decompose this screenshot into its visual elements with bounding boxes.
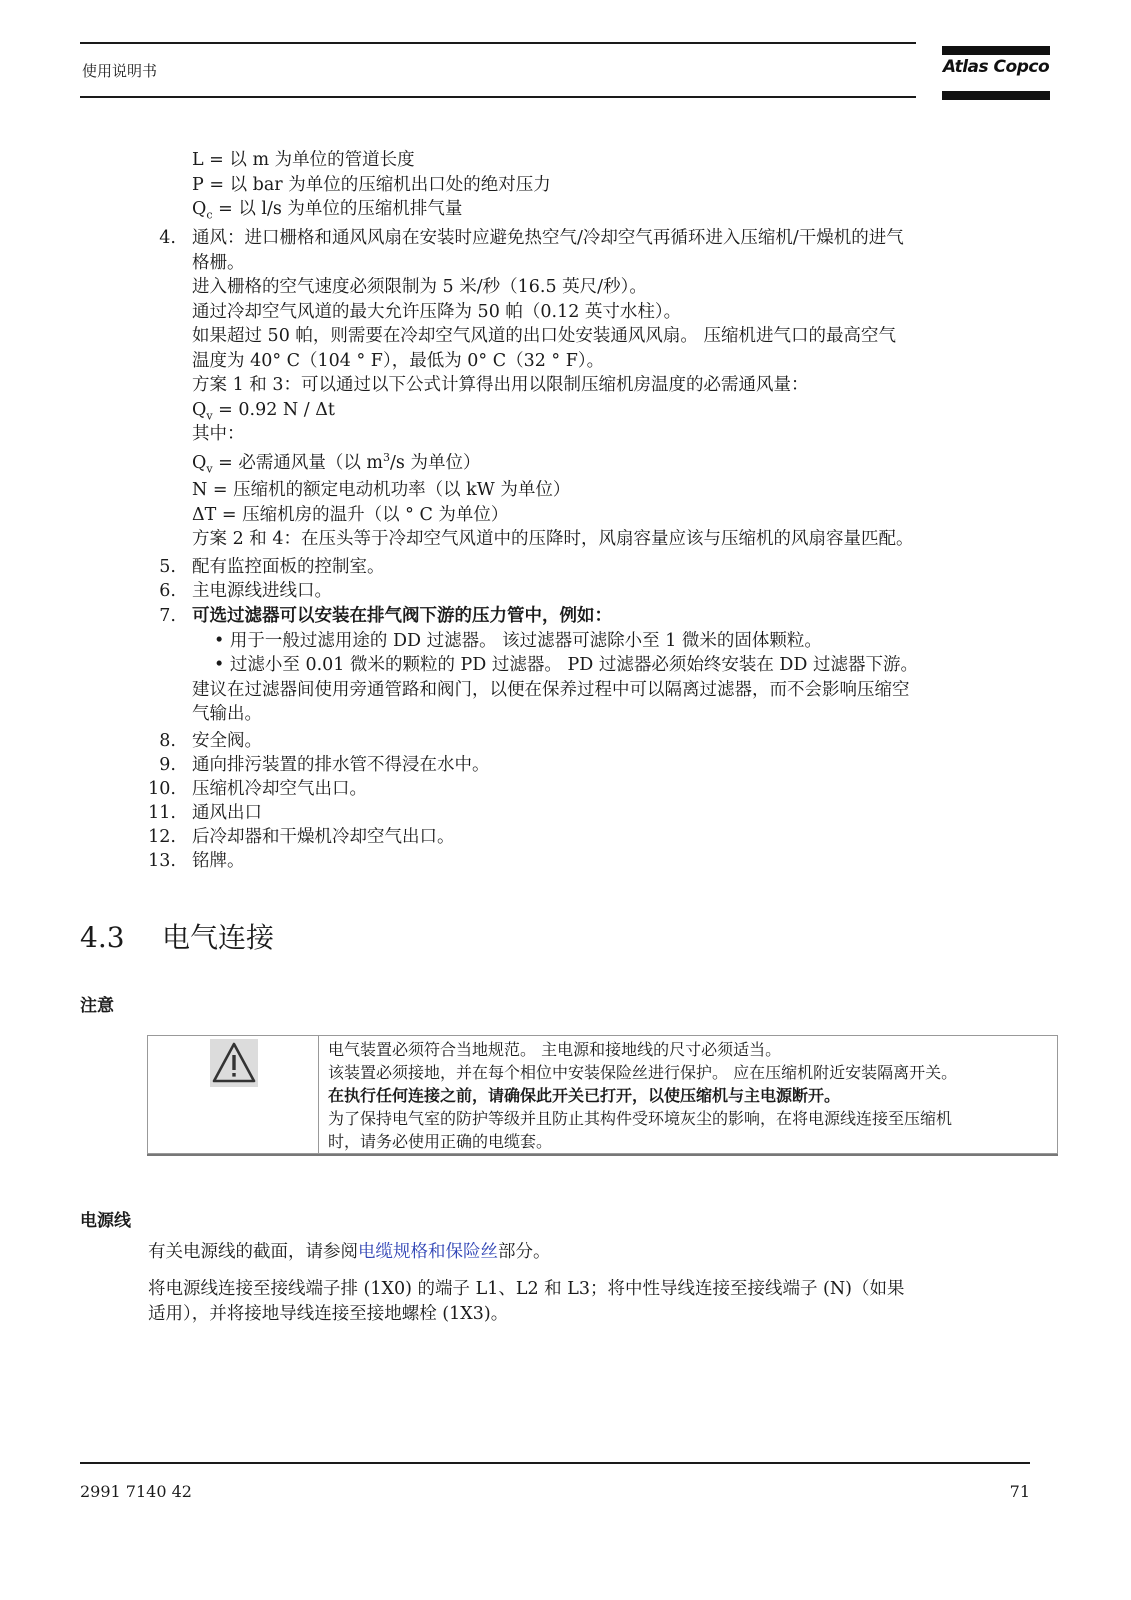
document-title: 使用说明书: [82, 62, 158, 80]
section-heading: [80, 916, 274, 956]
def-qc: $Q_c$ = 以 l/s 为单位的压缩机排气量: [192, 199, 463, 222]
list-item-cooling-outlet: 压缩机冷却空气出口。: [192, 779, 367, 799]
list-item-nameplate: 铭牌。: [192, 851, 245, 871]
where-label: 其中：: [192, 424, 245, 444]
power-paragraph-2: 将电源线连接至接线端子排 (1X0) 的端子 L1、L2 和 L3；将中性导线连接至接线端子 (N)（如果 适用），并将接地导线连接至接地螺栓 (1X3)。: [148, 1279, 905, 1324]
item-number: 10.: [148, 779, 176, 799]
logo-text: Atlas Copco: [942, 57, 1050, 77]
power-cable-heading: 电源线: [80, 1211, 131, 1231]
item-number: 12.: [148, 827, 176, 847]
document-number: 2991 7140 42: [80, 1482, 192, 1501]
bullet-pd-filter: • 过滤小至 0.01 微米的颗粒的 PD 过滤器。 PD 过滤器必须始终安装在 DD 过滤器下游。: [214, 655, 919, 675]
formula: $Q_v = 0.92$ N / Δt: [192, 399, 335, 422]
definitions-top: [192, 148, 551, 222]
list-item-ventilation: 通风：进口栅格和通风风扇在安装时应避免热空气/冷却空气再循环进入压缩机/干燥机的进气 格栅。 进入栅格的空气速度必须限制为 5 米/秒（16.5 英尺/秒）。 通过冷却空气风道的最大允许压降为 50 帕（0.12 英寸水柱）。 如果超过 50 帕，则需要在冷却空气风道的出口处安装通风风扇。 压缩机进气口的最高空气 温度为 40° C（104 ° F），最低为 0° C（32 ° F）。 方案 1 和 3：可以通过以下公式计算得出用以限制压缩机房温度的必需通风量： $Q_v = 0.92$ N / Δt 其中： $Q_v$ = 必需通风量（以 $m^3/s$ 为单位） N = 压缩机的额定电动机功率（以 kW 为单位） ΔT = 压缩机房的温升（以 ° C 为单位） 方案 2 和 4：在压头等于冷却空气风道中的压降时，风扇容量应该与压缩机的风扇容量匹配。: [192, 228, 914, 549]
item-number: 6.: [159, 581, 176, 601]
warning-triangle-icon: [210, 1039, 258, 1087]
item-number: 11.: [148, 803, 176, 823]
list-item-filters: 可选过滤器可以安装在排气阀下游的压力管中，例如： • 用于一般过滤用途的 DD 过滤器。 该过滤器可滤除小至 1 微米的固体颗粒。 • 过滤小至 0.01 微米的颗粒的 PD 过滤器。 PD 过滤器必须始终安装在 DD 过滤器下游。 建议在过滤器间使用旁通管路和阀门，以便在保养过程中可以隔离过滤器，而不会影响压缩空 气输出。: [192, 606, 919, 724]
notice-text: 电气装置必须符合当地规范。 主电源和接地线的尺寸必须适当。 该装置必须接地，并在每个相位中安装保险丝进行保护。 应在压缩机附近安装隔离开关。 在执行任何连接之前，请确保此开关已打开，以使压缩机与主电源断开。 为了保持电气室的防护等级并且防止其构件受环境灰尘的影响，在将电源线连接至压缩机 时，请务必使用正确的电缆套。: [328, 1040, 958, 1151]
footer-rule: [80, 1462, 1030, 1464]
header-rule-top: [80, 42, 916, 44]
notice-box: [147, 1035, 1058, 1154]
item-number: 8.: [159, 731, 176, 751]
power-paragraph-1: 有关电源线的截面，请参阅电缆规格和保险丝部分。: [148, 1242, 551, 1262]
def-n: N = 压缩机的额定电动机功率（以 kW 为单位）: [192, 480, 571, 500]
item-number: 7.: [159, 606, 176, 626]
atlas-copco-logo: [942, 46, 1050, 100]
item-number: 13.: [148, 851, 176, 871]
item-number: 4.: [159, 228, 176, 248]
list-item-vent-outlet: 通风出口: [192, 803, 262, 823]
bullet-dd-filter: • 用于一般过滤用途的 DD 过滤器。 该过滤器可滤除小至 1 微米的固体颗粒。: [214, 630, 822, 651]
def-dt: ΔT = 压缩机房的温升（以 ° C 为单位）: [192, 504, 509, 525]
list-item-safety-valve: 安全阀。: [192, 731, 262, 751]
cable-spec-link[interactable]: 电缆规格和保险丝: [358, 1242, 498, 1262]
list-item-power-inlet: 主电源线进线口。: [192, 581, 332, 601]
def-l: L = 以 m 为单位的管道长度: [192, 150, 415, 170]
page-number: 71: [1009, 1482, 1030, 1501]
list-item-aftercooler-outlet: 后冷却器和干燥机冷却空气出口。: [192, 827, 455, 847]
item-number: 5.: [159, 557, 176, 577]
item-number: 9.: [159, 755, 176, 775]
section-title: 电气连接: [162, 921, 275, 954]
list-item-drain: 通向排污装置的排水管不得浸在水中。: [192, 755, 490, 775]
section-number: 4.3: [80, 921, 125, 954]
def-qv: $Q_v$ = 必需通风量（以 $m^3/s$ 为单位）: [192, 450, 481, 475]
def-p: P = 以 bar 为单位的压缩机出口处的绝对压力: [192, 174, 551, 195]
notice-heading: 注意: [80, 996, 114, 1016]
list-item-control-room: 配有监控面板的控制室。: [192, 557, 385, 577]
header-rule-bottom: [80, 96, 916, 98]
